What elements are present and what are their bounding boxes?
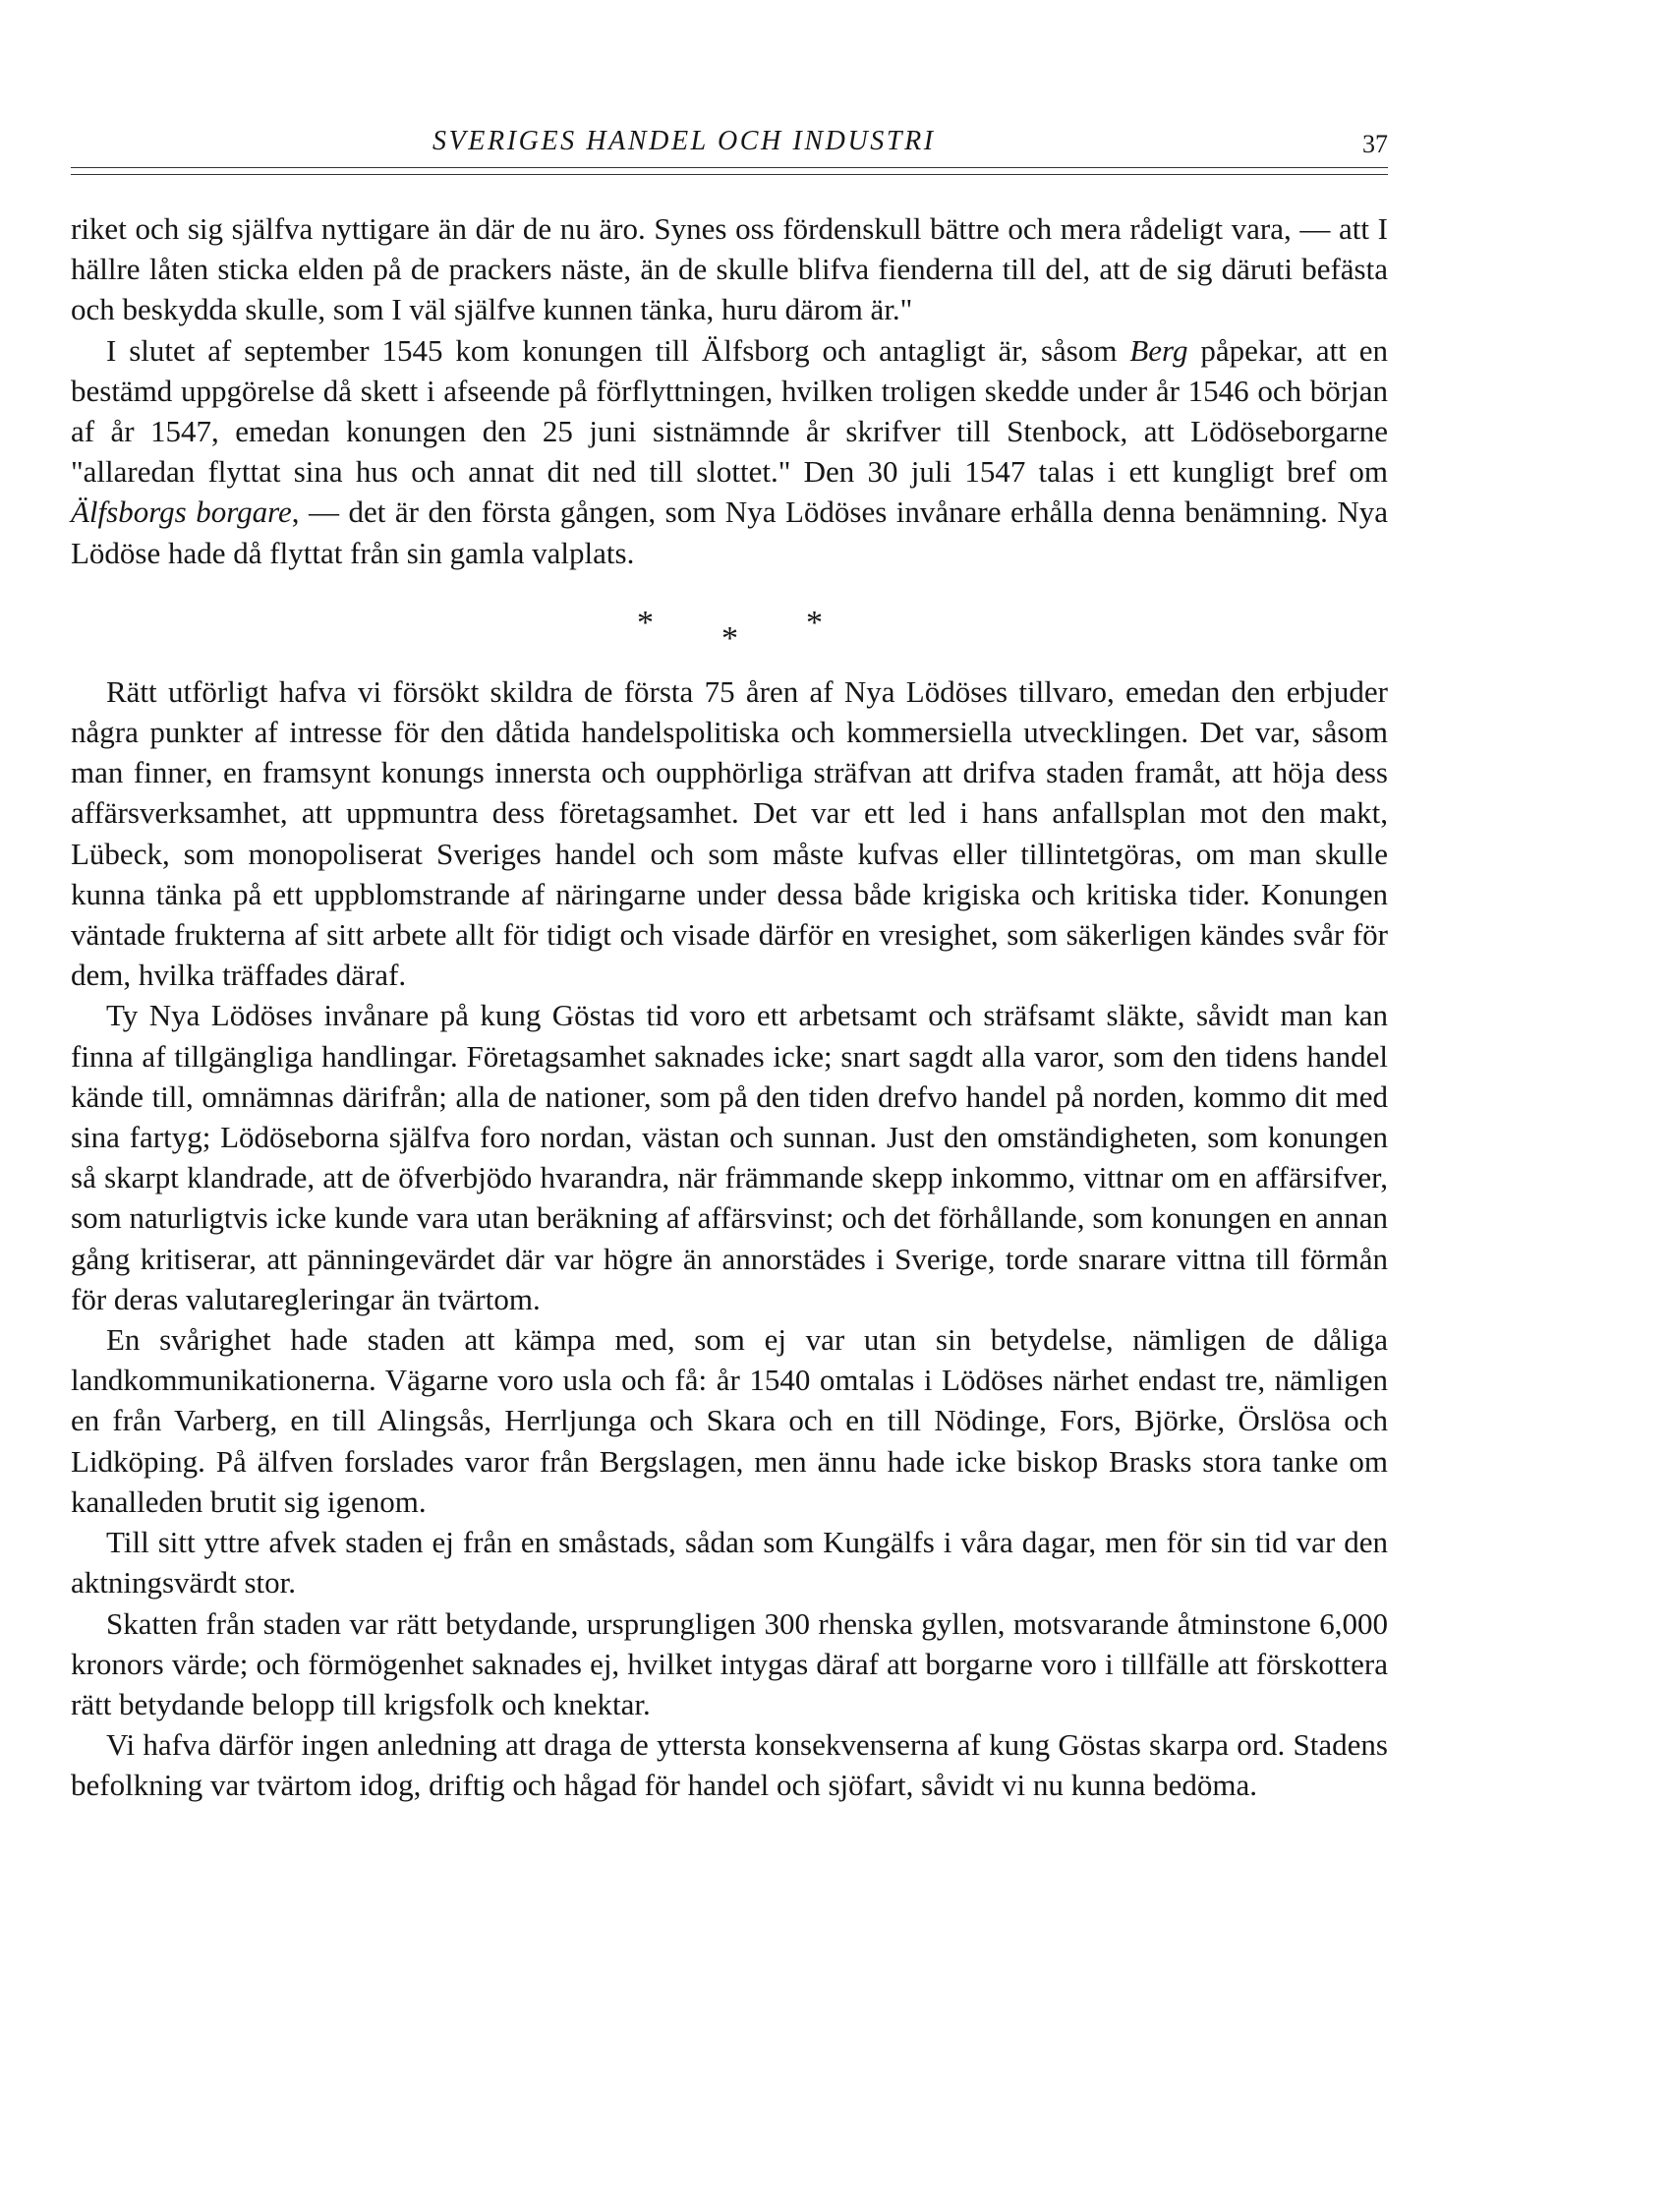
asterism-star: * bbox=[637, 604, 654, 641]
paragraph-7: Skatten från staden var rätt betydande, ursprungligen 300 rhenska gyllen, motsvarande åtminstone 6,000 kronors värde; och förmögenhet saknades ej, hvilket intygas däraf att borgarne voro i tillfälle att förskottera rätt betydande belopp till krigsfolk och knektar. bbox=[71, 1605, 1388, 1721]
paragraph-2-text-a: I slutet af september 1545 kom konungen till Älfsborg och antagligt är, såsom bbox=[106, 332, 1130, 368]
header-rule-top bbox=[71, 167, 1388, 168]
term-alfsborgs-borgare: Älfsborgs borgare bbox=[71, 495, 292, 530]
asterism-star: * bbox=[721, 619, 738, 657]
paragraph-1: riket och sig själfva nyttigare än där de nu äro. Synes oss fördenskull bättre och mera rådeligt vara, — att I hällre låten sticka elden på de prackers näste, än de skulle blifva fienderna till del, att de sig däruti befästa och beskydda skulle, som I väl själfve kunnen tänka, huru därom är." bbox=[71, 211, 1388, 327]
paragraph-2 bbox=[71, 330, 1388, 573]
paragraph-5: En svårighet hade staden att kämpa med, som ej var utan sin betydelse, nämligen de dåliga landkommunikationerna. Vägarne voro usla och få: år 1540 omtalas i Lödöses närhet endast tre, nämligen en från Varberg, en till Alingsås, Herrljunga och Skara och en till Nödinge, Fors, Björke, Örslösa och Lidköping. På älfven forslades varor från Bergslagen, men ännu hade icke biskop Brasks stora tanke om kanalleden brutit sig igenom. bbox=[71, 1322, 1388, 1519]
author-name-berg: Berg bbox=[1129, 332, 1188, 368]
header-rule-bottom bbox=[71, 174, 1388, 175]
paragraph-3: Rätt utförligt hafva vi försökt skildra de första 75 åren af Nya Lödöses tillvaro, emedan den erbjuder några punkter af intresse för den dåtida handelspolitiska och kommersiella utvecklingen. Det var, såsom man finner, en framsynt konungs innersta och oupphörliga sträfvan att drifva staden framåt, att höja dess affärsverksamhet, att uppmuntra dess företagsamhet. Det var ett led i hans anfallsplan mot den makt, Lübeck, som monopoliserat Sveriges handel och som måste kufvas eller tillintetgöras, om man skulle kunna tänka på ett uppblomstrande af näringarne under dessa både krigiska och kritiska tider. Konungen väntade frukterna af sitt arbete allt för tidigt och visade därför en vresighet, som säkerligen kändes svår för dem, hvilka träffades däraf. bbox=[71, 673, 1388, 993]
asterism-star: * bbox=[806, 604, 823, 641]
body-text bbox=[71, 208, 1388, 1806]
paragraph-2-text-c: , — det är den första gången, som Nya Lödöses invånare erhålla denna benämning. Nya Lödöse hade då flyttat från sin gamla valplats. bbox=[71, 495, 1388, 570]
section-break-asterism bbox=[71, 573, 1388, 671]
paragraph-4: Ty Nya Lödöses invånare på kung Göstas tid voro ett arbetsamt och sträfsamt släkte, såvidt man kan finna af tillgängliga handlingar. Företagsamhet saknades icke; snart sagdt alla varor, som den tidens handel kände till, omnämnas därifrån; alla de nationer, som på den tiden drefvo handel på norden, kommo dit med sina fartyg; Lödöseborna själfva foro nordan, västan och sunnan. Just den omständigheten, som konungen så skarpt klandrade, att de öfverbjödo hvarandra, när främmande skepp inkommo, vittnar om en affärsifver, som naturligtvis icke kunde vara utan beräkning af affärsvinst; och det förhållande, som konungen en annan gång kritiserar, att pänningevärdet där var högre än annorstädes i Sverige, torde snarare vittna till förmån för deras valutaregleringar än tvärtom. bbox=[71, 998, 1388, 1316]
running-header-title: SVERIGES HANDEL OCH INDUSTRI bbox=[432, 126, 936, 156]
paragraph-8: Vi hafva därför ingen anledning att draga de yttersta konsekvenserna af kung Göstas skarpa ord. Stadens befolkning var tvärtom idog, driftig och hågad för handel och sjöfart, såvidt vi nu kunna bedöma. bbox=[71, 1727, 1388, 1803]
paragraph-6: Till sitt yttre afvek staden ej från en småstads, sådan som Kungälfs i våra dagar, men för sin tid var den aktningsvärdt stor. bbox=[71, 1525, 1388, 1601]
running-header bbox=[71, 122, 1388, 161]
page-number: 37 bbox=[1362, 130, 1388, 158]
paragraph-2-text-b: påpekar, att en bestämd uppgörelse då skett i afseende på förflyttningen, hvilken troligen skedde under år 1546 och början af år 1547, emedan konungen den 25 juni sistnämnde år skrifver till Stenbock, att Lödöseborgarne "allaredan flyttat sina hus och annat dit ned till slottet." Den 30 juli 1547 talas i ett kungligt bref om bbox=[71, 332, 1388, 490]
